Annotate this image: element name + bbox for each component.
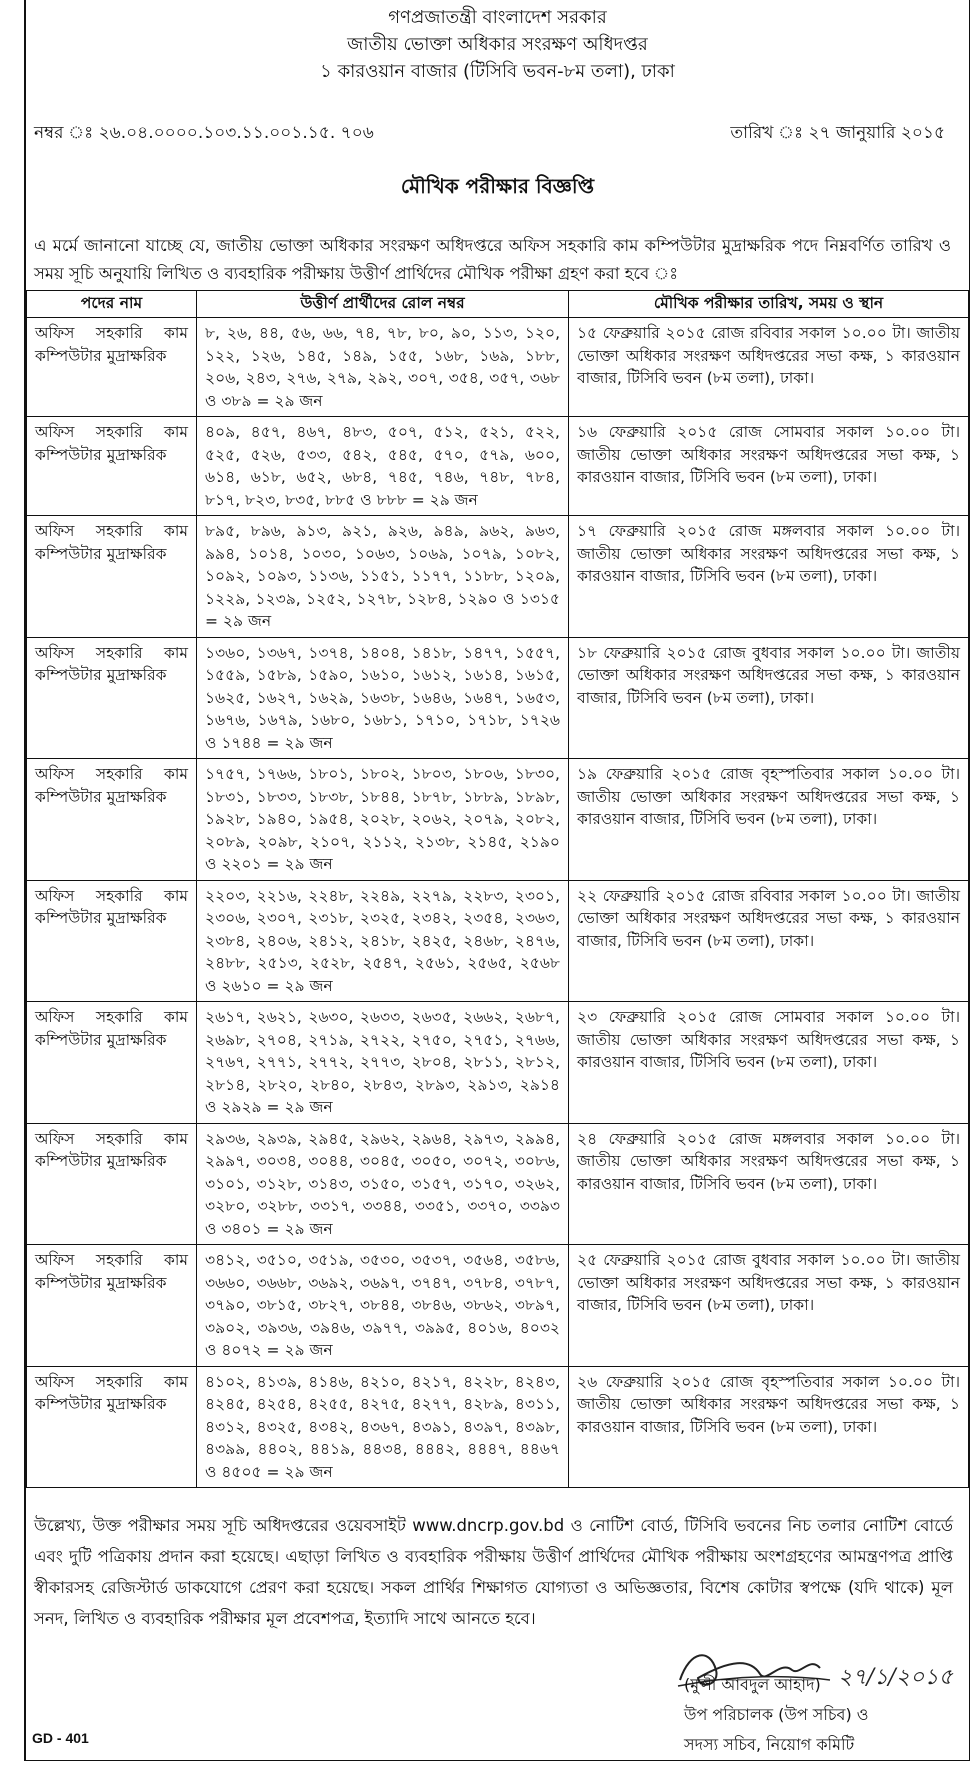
- post-name: অফিস সহকারি কাম কম্পিউটার মুদ্রাক্ষরিক: [27, 516, 197, 638]
- intro-paragraph: এ মর্মে জানানো যাচ্ছে যে, জাতীয় ভোক্তা অধিকার সংরক্ষণ অধিদপ্তরে অফিস সহকারি কাম কম্পিউটার মুদ্রাক্ষরিক পদে নিম্নবর্ণিত তারিখ ও সময় সূচি অনুযায়ি লিখিত ও ব্যবহারিক পরীক্ষায় উত্তীর্ণ প্রার্থিদের মৌখিক পরীক্ষা গ্রহণ করা হবে ঃ: [34, 236, 951, 283]
- roll-numbers: ৮৯৫, ৮৯৬, ৯১৩, ৯২১, ৯২৬, ৯৪৯, ৯৬২, ৯৬৩, ৯৯৪, ১০১৪, ১০৩০, ১০৬৩, ১০৬৯, ১০৭৯, ১০৮২, ১০৯২, ১০৯৩, ১১৩৬, ১১৫১, ১১৭৭, ১১৮৮, ১২০৯, ১২২৯, ১২৩৯, ১২৫২, ১২৭৮, ১২৮৪, ১২৯০ ও ১৩১৫ = ২৯ জন: [197, 516, 569, 638]
- roll-numbers: ৮, ২৬, ৪৪, ৫৬, ৬৬, ৭৪, ৭৮, ৮০, ৯০, ১১৩, ১২০, ১২২, ১২৬, ১৪৫, ১৪৯, ১৫৫, ১৬৮, ১৬৯, ১৮৮, ২০৬, ২৪৩, ২৭৬, ২৭৯, ২৯২, ৩০৭, ৩৫৪, ৩৫৭, ৩৬৮ ও ৩৮৯ = ২৯ জন: [197, 318, 569, 417]
- table-row: [27, 880, 969, 1002]
- notice-title: মৌখিক পরীক্ষার বিজ্ঞপ্তি: [400, 174, 595, 198]
- memo-date: তারিখ ঃ ২৭ জানুয়ারি ২০১৫: [730, 123, 945, 143]
- table-row: [27, 516, 969, 638]
- viva-schedule: ২৪ ফেব্রুয়ারি ২০১৫ রোজ মঙ্গলবার সকাল ১০.০০ টা। জাতীয় ভোক্তা অধিকার সংরক্ষণ অধিদপ্তরের সভা কক্ষ, ১ কারওয়ান বাজার, টিসিবি ভবন (৮ম তলা), ঢাকা।: [569, 1123, 969, 1245]
- header-government: গণপ্রজাতন্ত্রী বাংলাদেশ সরকার: [388, 7, 607, 28]
- post-name: অফিস সহকারি কাম কম্পিউটার মুদ্রাক্ষরিক: [27, 417, 197, 516]
- table-row: [27, 1245, 969, 1367]
- table-row: [27, 1123, 969, 1245]
- notice-page: [24, 0, 970, 1761]
- viva-schedule: ২২ ফেব্রুয়ারি ২০১৫ রোজ রবিবার সকাল ১০.০০ টা। জাতীয় ভোক্তা অধিকার সংরক্ষণ অধিদপ্তরের সভা কক্ষ, ১ কারওয়ান বাজার, টিসিবি ভবন (৮ম তলা), ঢাকা।: [569, 880, 969, 1002]
- signatory-name: (মুন্সী আবদুল আহাদ): [684, 1675, 821, 1694]
- office-header: [26, 4, 969, 85]
- post-name: অফিস সহকারি কাম কম্পিউটার মুদ্রাক্ষরিক: [27, 759, 197, 881]
- table-row: [27, 637, 969, 759]
- viva-schedule: ১৬ ফেব্রুয়ারি ২০১৫ রোজ সোমবার সকাল ১০.০০ টা। জাতীয় ভোক্তা অধিকার সংরক্ষণ অধিদপ্তরের সভা কক্ষ, ১ কারওয়ান বাজার, টিসিবি ভবন (৮ম তলা), ঢাকা।: [569, 417, 969, 516]
- viva-schedule: ২৩ ফেব্রুয়ারি ২০১৫ রোজ সোমবার সকাল ১০.০০ টা। জাতীয় ভোক্তা অধিকার সংরক্ষণ অধিদপ্তরের সভা কক্ষ, ১ কারওয়ান বাজার, টিসিবি ভবন (৮ম তলা), ঢাকা।: [569, 1002, 969, 1124]
- header-directorate: জাতীয় ভোক্তা অধিকার সংরক্ষণ অধিদপ্তর: [347, 34, 648, 55]
- post-name: অফিস সহকারি কাম কম্পিউটার মুদ্রাক্ষরিক: [27, 1245, 197, 1367]
- viva-schedule: ১৮ ফেব্রুয়ারি ২০১৫ রোজ বুধবার সকাল ১০.০০ টা। জাতীয় ভোক্তা অধিকার সংরক্ষণ অধিদপ্তরের সভা কক্ষ, ১ কারওয়ান বাজার, টিসিবি ভবন (৮ম তলা), ঢাকা।: [569, 637, 969, 759]
- table-row: [27, 417, 969, 516]
- signature-block: [684, 1670, 869, 1760]
- table-row: [27, 1366, 969, 1488]
- roll-numbers: ২৯৩৬, ২৯৩৯, ২৯৪৫, ২৯৬২, ২৯৬৪, ২৯৭৩, ২৯৯৪, ২৯৯৭, ৩০৩৪, ৩০৪৪, ৩০৪৫, ৩০৫০, ৩০৭২, ৩০৮৬, ৩১০১, ৩১২৮, ৩১৪৩, ৩১৫০, ৩১৫৭, ৩১৭০, ৩২৬২, ৩২৮০, ৩২৮৮, ৩৩১৭, ৩৩৪৪, ৩৩৫১, ৩৩৭০, ৩৩৯৩ ও ৩৪০১ = ২৯ জন: [197, 1123, 569, 1245]
- post-name: অফিস সহকারি কাম কম্পিউটার মুদ্রাক্ষরিক: [27, 1123, 197, 1245]
- post-name: অফিস সহকারি কাম কম্পিউটার মুদ্রাক্ষরিক: [27, 637, 197, 759]
- table-row: [27, 759, 969, 881]
- table-row: [27, 318, 969, 417]
- signatory-committee: সদস্য সচিব, নিয়োগ কমিটি: [684, 1735, 855, 1754]
- post-name: অফিস সহকারি কাম কম্পিউটার মুদ্রাক্ষরিক: [27, 880, 197, 1002]
- roll-numbers: ১৩৬০, ১৩৬৭, ১৩৭৪, ১৪০৪, ১৪১৮, ১৪৭৭, ১৫৫৭, ১৫৫৯, ১৫৮৯, ১৫৯০, ১৬১০, ১৬১২, ১৬১৪, ১৬১৫, ১৬২৫, ১৬২৭, ১৬২৯, ১৬৩৮, ১৬৪৬, ১৬৪৭, ১৬৫৩, ১৬৭৬, ১৬৭৯, ১৬৮০, ১৬৮১, ১৭১০, ১৭১৮, ১৭২৬ ও ১৭৪৪ = ২৯ জন: [197, 637, 569, 759]
- col-header-post: পদের নাম: [27, 291, 197, 318]
- signature-date: ২৭/১/২০১৫: [838, 1665, 953, 1690]
- post-name: অফিস সহকারি কাম কম্পিউটার মুদ্রাক্ষরিক: [27, 1002, 197, 1124]
- roll-numbers: ২৬১৭, ২৬২১, ২৬৩০, ২৬৩৩, ২৬৩৫, ২৬৬২, ২৬৮৭, ২৬৯৮, ২৭০৪, ২৭১৯, ২৭২২, ২৭৫০, ২৭৫১, ২৭৬৬, ২৭৬৭, ২৭৭১, ২৭৭২, ২৭৭৩, ২৮০৪, ২৮১১, ২৮১২, ২৮১৪, ২৮২০, ২৮৪০, ২৮৪৩, ২৮৯৩, ২৯১৩, ২৯১৪ ও ২৯২৯ = ২৯ জন: [197, 1002, 569, 1124]
- form-code: GD - 401: [32, 1730, 89, 1746]
- viva-schedule: ১৫ ফেব্রুয়ারি ২০১৫ রোজ রবিবার সকাল ১০.০০ টা। জাতীয় ভোক্তা অধিকার সংরক্ষণ অধিদপ্তরের সভা কক্ষ, ১ কারওয়ান বাজার, টিসিবি ভবন (৮ম তলা), ঢাকা।: [569, 318, 969, 417]
- roll-numbers: ৪০৯, ৪৫৭, ৪৬৭, ৪৮৩, ৫০৭, ৫১২, ৫২১, ৫২২, ৫২৫, ৫২৬, ৫৩৩, ৫৪২, ৫৪৫, ৫৭০, ৫৭৯, ৬০০, ৬১৪, ৬১৮, ৬৫২, ৬৮৪, ৭৪৫, ৭৪৬, ৭৪৮, ৭৮৪, ৮১৭, ৮২৩, ৮৩৫, ৮৮৫ ও ৮৮৮ = ২৯ জন: [197, 417, 569, 516]
- roll-numbers: ৩৪১২, ৩৫১০, ৩৫১৯, ৩৫৩০, ৩৫৩৭, ৩৫৬৪, ৩৫৮৬, ৩৬৬০, ৩৬৬৮, ৩৬৯২, ৩৬৯৭, ৩৭৪৭, ৩৭৮৪, ৩৭৮৭, ৩৭৯০, ৩৮১৫, ৩৮২৭, ৩৮৪৪, ৩৮৪৬, ৩৮৬২, ৩৮৯৭, ৩৯০২, ৩৯৩৬, ৩৯৪৬, ৩৯৭৭, ৩৯৯৫, ৪০১৬, ৪০৩২ ও ৪০৭২ = ২৯ জন: [197, 1245, 569, 1367]
- header-address: ১ কারওয়ান বাজার (টিসিবি ভবন-৮ম তলা), ঢাকা: [320, 61, 675, 82]
- viva-schedule: ২৬ ফেব্রুয়ারি ২০১৫ রোজ বৃহস্পতিবার সকাল ১০.০০ টা। জাতীয় ভোক্তা অধিকার সংরক্ষণ অধিদপ্তরের সভা কক্ষ, ১ কারওয়ান বাজার, টিসিবি ভবন (৮ম তলা), ঢাকা।: [569, 1366, 969, 1488]
- post-name: অফিস সহকারি কাম কম্পিউটার মুদ্রাক্ষরিক: [27, 1366, 197, 1488]
- schedule-table: [26, 290, 969, 1488]
- footer-note: উল্লেখ্য, উক্ত পরীক্ষার সময় সূচি অধিদপ্তরের ওয়েবসাইট www.dncrp.gov.bd ও নোটিশ বোর্ড, টিসিবি ভবনের নিচ তলার নোটিশ বোর্ডে এবং দুটি পত্রিকায় প্রদান করা হয়েছে। এছাড়া লিখিত ও ব্যবহারিক পরীক্ষায় উত্তীর্ণ প্রার্থিদের মৌখিক পরীক্ষায় অংশগ্রহণের আমন্ত্রণপত্র প্রাপ্তি স্বীকারসহ রেজিস্টার্ড ডাকযোগে প্রেরণ করা হয়েছে। সকল প্রার্থির শিক্ষাগত যোগ্যতা ও অভিজ্ঞতার, বিশেষ কোটার স্বপক্ষে (যদি থাকে) মূল সনদ, লিখিত ও ব্যবহারিক পরীক্ষার মূল প্রবেশপত্র, ইত্যাদি সাথে আনতে হবে।: [34, 1516, 953, 1628]
- roll-numbers: ২২০৩, ২২১৬, ২২৪৮, ২২৪৯, ২২৭৯, ২২৮৩, ২৩০১, ২৩০৬, ২৩০৭, ২৩১৮, ২৩২৫, ২৩৪২, ২৩৫৪, ২৩৬৩, ২৩৮৪, ২৪০৬, ২৪১২, ২৪১৮, ২৪২৫, ২৪৬৮, ২৪৭৬, ২৪৮৮, ২৫১৩, ২৫২৮, ২৫৪৭, ২৫৬১, ২৫৬৫, ২৫৬৮ ও ২৬১০ = ২৯ জন: [197, 880, 569, 1002]
- col-header-rolls: উত্তীর্ণ প্রার্থীদের রোল নম্বর: [197, 291, 569, 318]
- memo-number: নম্বর ঃ ২৬.০৪.০০০০.১০৩.১১.০০১.১৫. ৭০৬: [34, 123, 374, 143]
- table-row: [27, 1002, 969, 1124]
- viva-schedule: ১৭ ফেব্রুয়ারি ২০১৫ রোজ মঙ্গলবার সকাল ১০.০০ টা। জাতীয় ভোক্তা অধিকার সংরক্ষণ অধিদপ্তরের সভা কক্ষ, ১ কারওয়ান বাজার, টিসিবি ভবন (৮ম তলা), ঢাকা।: [569, 516, 969, 638]
- col-header-schedule: মৌখিক পরীক্ষার তারিখ, সময় ও স্থান: [569, 291, 969, 318]
- post-name: অফিস সহকারি কাম কম্পিউটার মুদ্রাক্ষরিক: [27, 318, 197, 417]
- table-header-row: [27, 291, 969, 318]
- viva-schedule: ২৫ ফেব্রুয়ারি ২০১৫ রোজ বুধবার সকাল ১০.০০ টা। জাতীয় ভোক্তা অধিকার সংরক্ষণ অধিদপ্তরের সভা কক্ষ, ১ কারওয়ান বাজার, টিসিবি ভবন (৮ম তলা), ঢাকা।: [569, 1245, 969, 1367]
- roll-numbers: ১৭৫৭, ১৭৬৬, ১৮০১, ১৮০২, ১৮০৩, ১৮০৬, ১৮৩০, ১৮৩১, ১৮৩৩, ১৮৩৮, ১৮৪৪, ১৮৭৮, ১৮৮৯, ১৮৯৮, ১৯২৮, ১৯৪০, ১৯৫৪, ২০২৮, ২০৬২, ২০৭৯, ২০৮২, ২০৮৯, ২০৯৮, ২১০৭, ২১১২, ২১৩৮, ২১৪৫, ২১৯০ ও ২২০১ = ২৯ জন: [197, 759, 569, 881]
- signatory-designation: উপ পরিচালক (উপ সচিব) ও: [684, 1705, 869, 1724]
- viva-schedule: ১৯ ফেব্রুয়ারি ২০১৫ রোজ বৃহস্পতিবার সকাল ১০.০০ টা। জাতীয় ভোক্তা অধিকার সংরক্ষণ অধিদপ্তরের সভা কক্ষ, ১ কারওয়ান বাজার, টিসিবি ভবন (৮ম তলা), ঢাকা।: [569, 759, 969, 881]
- roll-numbers: ৪১০২, ৪১৩৯, ৪১৪৬, ৪২১০, ৪২১৭, ৪২২৮, ৪২৪৩, ৪২৪৫, ৪২৫৪, ৪২৫৫, ৪২৭৫, ৪২৭৭, ৪২৮৯, ৪৩১১, ৪৩১২, ৪৩২৫, ৪৩৪২, ৪৩৬৭, ৪৩৯১, ৪৩৯৭, ৪৩৯৮, ৪৩৯৯, ৪৪০২, ৪৪১৯, ৪৪৩৪, ৪৪৪২, ৪৪৪৭, ৪৪৬৭ ও ৪৫০৫ = ২৯ জন: [197, 1366, 569, 1488]
